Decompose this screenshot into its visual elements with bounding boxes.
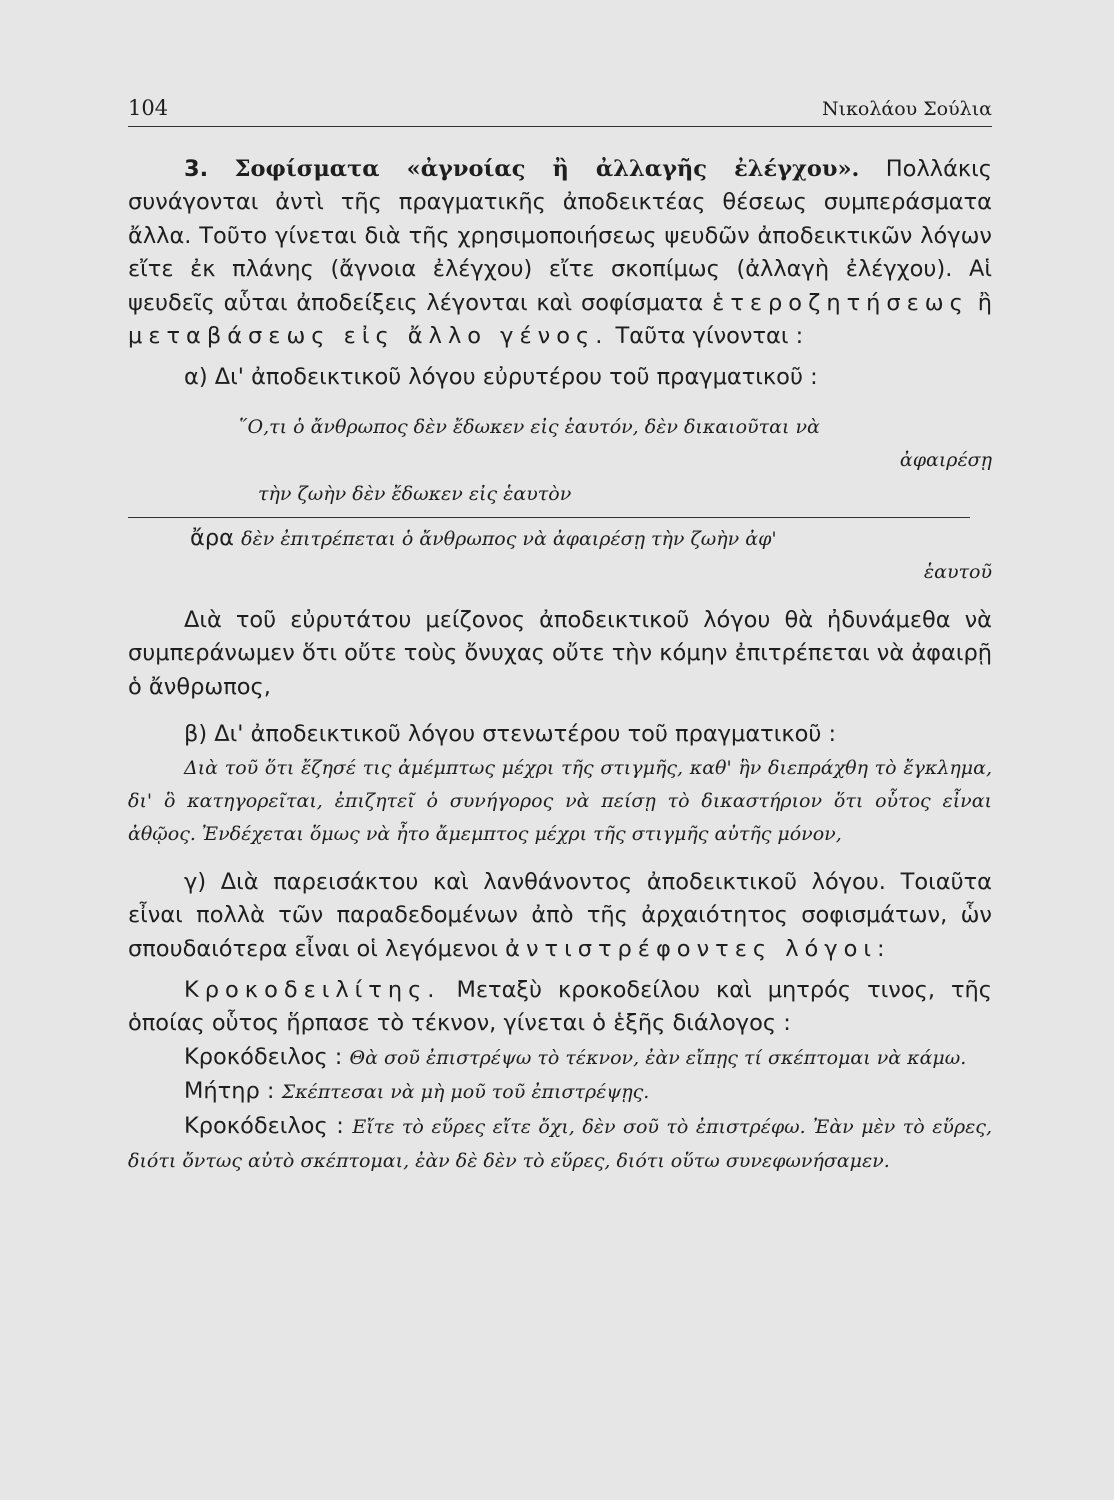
dialogue-line-1 <box>128 1041 992 1075</box>
crocodile-intro <box>128 974 992 1041</box>
conclusion-ara: ἄρα <box>190 525 234 552</box>
running-title: Νικολάου Σούλια <box>821 98 992 120</box>
speaker-crocodile: Κροκόδειλος : <box>184 1043 343 1070</box>
page-number: 104 <box>128 96 169 120</box>
section-text-or: ἢ <box>977 289 992 316</box>
spaced-term-2: μεταβάσεως εἰς ἄλλο γένος. <box>128 323 609 350</box>
item-c-text: Τοιαῦτα εἶναι πολλὰ τῶν παραδεδομένων ἀπὸ τῆς ἀρχαιότητος σοφισμάτων, ὧν σπουδαιότερα εἶναι οἱ λεγόμενοι <box>128 868 992 962</box>
major-premise-cont: ἀφαιρέσῃ <box>899 449 992 472</box>
item-a-label: α) Δι' ἀποδεικτικοῦ λόγου εὐρυτέρου τοῦ πραγματικοῦ : <box>184 364 818 391</box>
speaker-crocodile-2: Κροκόδειλος : <box>184 1112 344 1139</box>
dialogue-line-3 <box>128 1110 992 1179</box>
syllogism <box>128 411 992 590</box>
crocodile-intro-text: Μεταξὺ κροκοδείλου καὶ μητρός τινος, τῆς ὁποίας οὗτος ἥρπασε τὸ τέκνον, γίνεται ὁ ἑξῆς διάλογος : <box>128 976 992 1037</box>
conclusion <box>128 522 992 556</box>
item-c-label: γ) Διὰ παρεισάκτου καὶ λανθάνοντος ἀποδεικτικοῦ λόγου. <box>184 868 886 895</box>
section-text-end: Ταῦτα γίνονται : <box>615 323 804 350</box>
conclusion-text: δὲν ἐπιτρέπεται ὁ ἄνθρωπος νὰ ἀφαιρέσῃ τὴν ζωὴν ἀφ' <box>241 528 777 551</box>
section-number: 3. <box>184 156 209 182</box>
item-b-label: β) Δι' ἀποδεικτικοῦ λόγου στενωτέρου τοῦ πραγματικοῦ : <box>184 721 837 748</box>
dialogue-text-3: Εἴτε τὸ εὕρες εἴτε ὄχι, δὲν σοῦ τὸ ἐπιστρέφω. Ἐὰν μὲν τὸ εὕρες, διότι ὄντως αὐτὸ σκέπτομαι, ἐὰν δὲ δὲν τὸ εὕρες, διότι οὕτω συνεφωνήσαμεν. <box>128 1115 992 1172</box>
item-a-note: Διὰ τοῦ εὐρυτάτου μείζονος ἀποδεικτικοῦ λόγου θὰ ἠδυνάμεθα νὰ συμπεράνωμεν ὅτι οὔτε τοὺς ὄνυχας οὔτε τὴν κόμην ἐπιτρέπεται νὰ ἀφαιρῇ ὁ ἄνθρωπος, <box>128 606 992 700</box>
item-b-example: Διὰ τοῦ ὅτι ἔζησέ τις ἀμέμπτως μέχρι τῆς στιγμῆς, καθ' ἣν διεπράχθη τὸ ἔγκλημα, δι' ὃ κατηγορεῖται, ἐπιζητεῖ ὁ συνήγορος νὰ πείσῃ τὸ δικαστήριον ὅτι οὗτος εἶναι ἀθῷος. Ἐνδέχεται ὅμως νὰ ἦτο ἄμεμπτος μέχρι τῆς στιγμῆς αὐτῆς μόνον, <box>128 756 992 846</box>
dialogue-text-1: Θὰ σοῦ ἐπιστρέψω τὸ τέκνον, ἐὰν εἴπῃς τί σκέπτομαι νὰ κάμω. <box>349 1046 967 1069</box>
major-premise: ῞Ο,τι ὁ ἄνθρωπος δὲν ἔδωκεν εἰς ἑαυτόν, δὲν δικαιοῦται νὰ <box>238 415 820 438</box>
conclusion-cont: ἑαυτοῦ <box>923 561 992 584</box>
syllogism-rule <box>128 517 970 518</box>
speaker-mother: Μήτηρ : <box>184 1078 275 1105</box>
crocodile-title: Κροκοδειλίτης. <box>184 976 441 1003</box>
dialogue-line-2 <box>128 1075 992 1109</box>
section-3-paragraph <box>128 153 992 353</box>
item-c-paragraph <box>128 866 992 966</box>
page-header <box>128 96 992 127</box>
dialogue-text-2: Σκέπτεσαι νὰ μὴ μοῦ τοῦ ἐπιστρέψῃς. <box>281 1081 650 1104</box>
spaced-term-1: ἑτεροζητήσεως <box>712 289 969 316</box>
item-c-spaced: ἀντιστρέφοντες λόγοι: <box>505 935 891 962</box>
page-body <box>128 153 992 1178</box>
section-text: Πολλάκις συνάγονται ἀντὶ τῆς πραγματικῆς ἀποδεικτέας θέσεως συμπεράσματα ἄλλα. Τοῦτο γίνεται διὰ τῆς χρησιμοποιήσεως ψευδῶν ἀποδεικτικῶν λόγων εἴτε ἐκ πλάνης (ἄγνοια ἐλέγχου) εἴτε σκοπίμως (ἀλλαγὴ ἐλέγχου). Αἱ ψευδεῖς αὗται ἀποδείξεις λέγονται καὶ σοφίσματα <box>128 156 992 316</box>
minor-premise: τὴν ζωὴν δὲν ἔδωκεν εἰς ἑαυτὸν <box>258 482 572 505</box>
section-title: Σοφίσματα «ἀγνοίας ἢ ἀλλαγῆς ἐλέγχου». <box>234 156 860 182</box>
